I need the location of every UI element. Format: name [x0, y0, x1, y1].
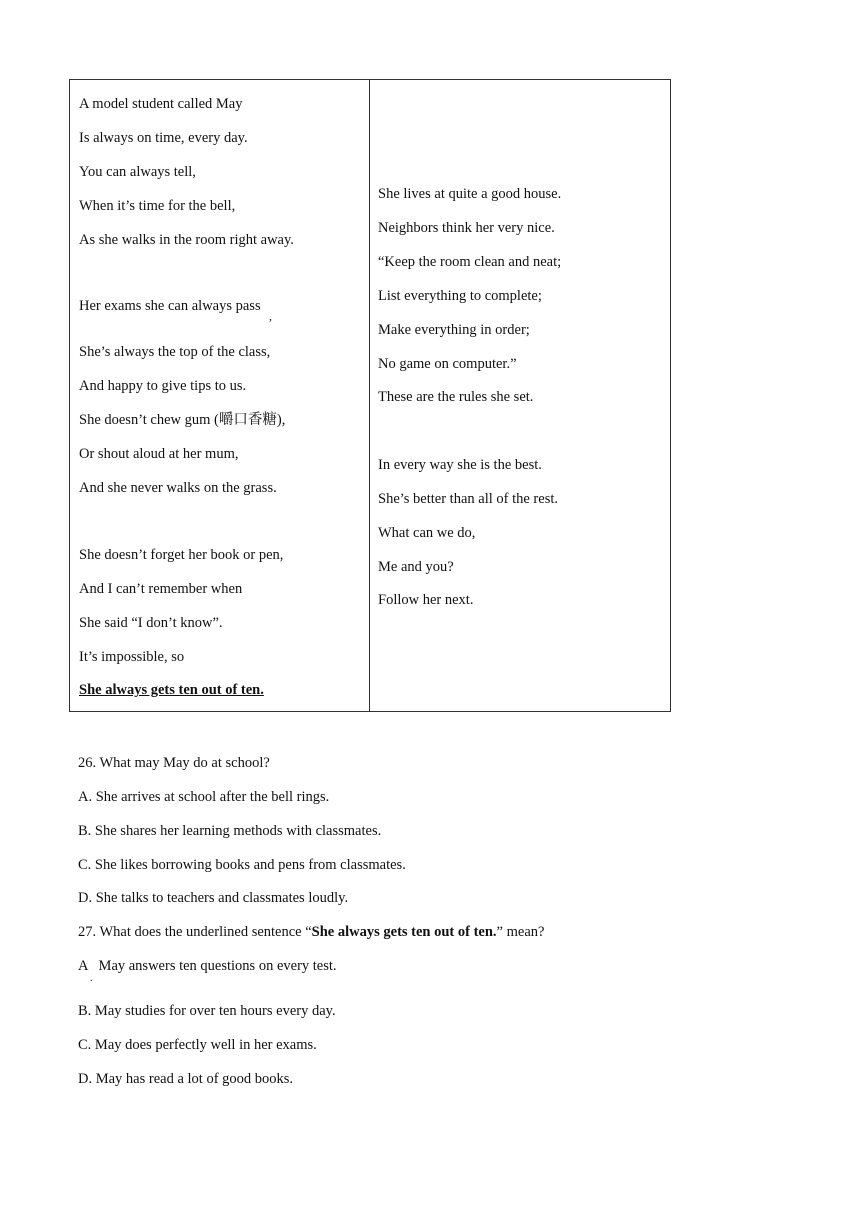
poem-line: She’s always the top of the class, — [79, 344, 271, 360]
poem-line: She lives at quite a good house. — [378, 186, 562, 202]
poem-line: What can we do, — [378, 525, 476, 541]
option-a-dot: . — [90, 973, 93, 984]
question-27-option-a: A May answers ten questions on every test. — [78, 958, 337, 974]
poem-line: It’s impossible, so — [79, 649, 185, 665]
question-26-option-c: C. She likes borrowing books and pens from classmates. — [78, 857, 406, 873]
poem-line: She said “I don’t know”. — [79, 615, 223, 631]
question-27-option-d: D. May has read a lot of good books. — [78, 1071, 294, 1087]
poem-column-left — [70, 80, 370, 711]
poem-line: These are the rules she set. — [378, 389, 534, 405]
question-27-stem — [78, 923, 544, 941]
poem-line: You can always tell, — [79, 164, 196, 180]
poem-line: And she never walks on the grass. — [79, 480, 277, 496]
poem-line: And happy to give tips to us. — [79, 378, 247, 394]
poem-line: Follow her next. — [378, 592, 474, 608]
poem-line: She doesn’t forget her book or pen, — [79, 547, 284, 563]
poem-line: A model student called May — [79, 96, 243, 112]
poem-line: When it’s time for the bell, — [79, 198, 236, 214]
poem-line: She doesn’t chew gum (嚼口香糖), — [79, 412, 286, 428]
poem-line: And I can’t remember when — [79, 581, 243, 597]
poem-line: List everything to complete; — [378, 288, 542, 304]
poem-line: She’s better than all of the rest. — [378, 491, 558, 507]
poem-line: Make everything in order; — [378, 322, 530, 338]
poem-line: In every way she is the best. — [378, 457, 542, 473]
poem-line: Her exams she can always pass — [79, 298, 261, 314]
poem-comma: , — [269, 309, 272, 323]
question-27-stem-before: 27. What does the underlined sentence “ — [78, 924, 312, 940]
poem-line: “Keep the room clean and neat; — [378, 254, 562, 270]
poem-line: No game on computer.” — [378, 356, 517, 372]
question-26-option-b: B. She shares her learning methods with classmates. — [78, 823, 382, 839]
question-26-option-a: A. She arrives at school after the bell rings. — [78, 789, 330, 805]
question-27-option-b: B. May studies for over ten hours every day. — [78, 1003, 336, 1019]
underlined-sentence: She always gets ten out of ten. — [79, 682, 264, 698]
poem-column-right — [370, 80, 670, 711]
question-27-stem-after: ” mean? — [496, 924, 545, 940]
poem-table — [69, 79, 671, 712]
question-27-option-c: C. May does perfectly well in her exams. — [78, 1037, 317, 1053]
poem-line: As she walks in the room right away. — [79, 232, 294, 248]
question-26-stem: 26. What may May do at school? — [78, 755, 270, 771]
question-26-option-d: D. She talks to teachers and classmates loudly. — [78, 890, 349, 906]
poem-line: Is always on time, every day. — [79, 130, 248, 146]
poem-line: Or shout aloud at her mum, — [79, 446, 239, 462]
poem-line: Me and you? — [378, 559, 454, 575]
question-27-stem-quote: She always gets ten out of ten. — [311, 924, 497, 940]
poem-line: Neighbors think her very nice. — [378, 220, 555, 236]
